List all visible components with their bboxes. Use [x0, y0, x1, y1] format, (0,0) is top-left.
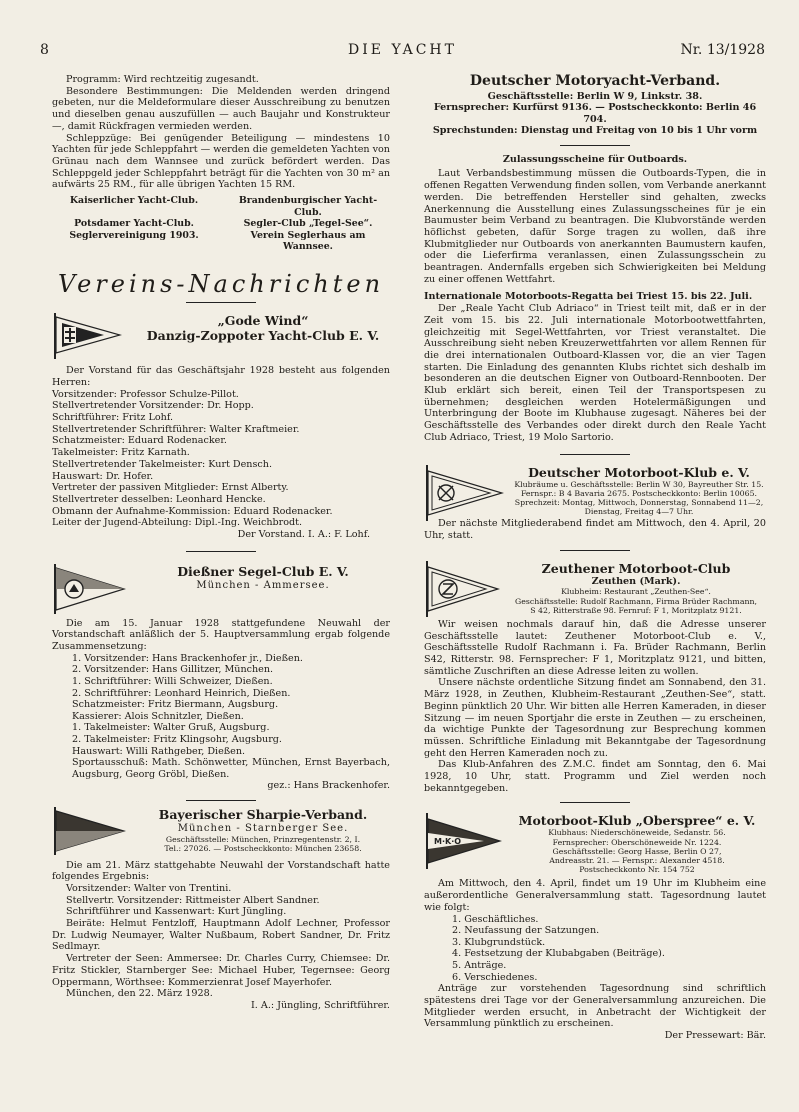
list-item: Vertreter der Seen: Ammersee: Dr. Charles Curry, Chiemsee: Dr. Fritz Stickler, Starnberger See: Michael Huber, Tegernsee: Georg Oppermann, Wörthsee: Kommerzienrat Josef Mayerhofer. [52, 953, 390, 988]
list-item: 2. Takelmeister: Fritz Klingsohr, Augsburg. [72, 734, 282, 746]
list-item: Stellvertreter desselben: Leonhard Hencke. [52, 493, 266, 505]
club-city: München - Ammersee. [196, 579, 330, 591]
list-item: Hauswart: Willi Rathgeber, Dießen. [72, 745, 246, 757]
club-name: Motorboot-Klub „Oberspree“ e. V. [518, 813, 756, 829]
list-item: Beiräte: Helmut Fentzloff, Hauptmann Adolf Lechner, Professor Dr. Ludwig Neumayer, Walter Nußbaum, Robert Sandner, Dr. Fritz Sedlmayr. [52, 918, 390, 953]
list-item: Stellvertr. Vorsitzender: Rittmeister Albert Sandner. [66, 894, 320, 906]
club-pennant-icon [52, 313, 122, 359]
list-item: Obmann der Aufnahme-Kommission: Eduard Rodenacker. [52, 505, 333, 517]
list-item: Schatzmeister: Eduard Rodenacker. [52, 435, 227, 447]
signature: Der Vorstand. I. A.: F. Lohf. [237, 529, 370, 541]
list-item: Schriftführer und Kassenwart: Kurt Jüngling. [66, 906, 287, 918]
diessner-header [52, 564, 390, 610]
program-text: Programm: Wird rechtzeitig zugesandt. [66, 74, 259, 85]
election-intro: Die am 15. Januar 1928 stattgefundene Neuwahl der Vorstandschaft anläßlich der 5. Hauptversammlung ergab folgende Zusammensetzung: [52, 617, 390, 653]
list-item: 6. Verschiedenes. [452, 971, 538, 983]
club-hours: Dienstag, Freitag 4—7 Uhr. [584, 507, 694, 517]
zeuthen-header [424, 561, 766, 615]
agenda-list [424, 914, 766, 984]
club-city: München - Starnberger See. [177, 823, 349, 835]
list-item: Schriftführer: Fritz Lohf. [52, 412, 174, 424]
divider [186, 800, 256, 801]
outboard-heading: Zulassungsscheine für Outboards. [502, 153, 688, 165]
club-name: Dießner Segel-Club E. V. [177, 563, 349, 579]
list-item: 1. Geschäftliches. [452, 913, 539, 925]
board-intro: Der Vorstand für das Geschäftsjahr 1928 besteht aus folgenden Herren: [52, 365, 390, 388]
board-list [52, 389, 390, 529]
list-item: 1. Vorsitzender: Hans Brackenhofer jr., Dießen. [72, 652, 303, 664]
club-house: Klubhaus: Niederschöneweide, Sedanstr. 56. [548, 828, 726, 838]
date-line: München, den 22. März 1928. [66, 988, 213, 1000]
list-item: 2. Vorsitzender: Hans Gillitzer, München. [72, 664, 274, 676]
list-item: Hauswart: Dr. Hofer. [52, 470, 154, 482]
list-item: Sportausschuß: Math. Schönwetter, München, Ernst Bayerbach, Augsburg, Georg Gröbl, Dießen. [72, 757, 390, 780]
signature: Der Pressewart: Bär. [664, 1029, 766, 1041]
club-pennant-icon [424, 561, 500, 617]
club-office: Geschäftsstelle: Georg Hasse, Berlin O 27, [552, 846, 722, 856]
list-item: Stellvertretender Takelmeister: Kurt Densch. [52, 458, 273, 470]
divider [186, 551, 256, 552]
list-item: Stellvertretender Schriftführer: Walter Kraftmeier. [52, 423, 300, 435]
flag-text: M·K·O [434, 837, 462, 847]
club-phone: Fernsprecher: Oberschöneweide Nr. 1224. [552, 837, 722, 847]
list-item: Vorsitzender: Walter von Trentini. [66, 882, 232, 894]
club-name: Brandenburgischer Yacht-Club. [238, 195, 378, 218]
club-name: Kaiserlicher Yacht-Club. [69, 195, 199, 207]
list-item: 5. Anträge. [452, 959, 507, 971]
signature: I. A.: Jüngling, Schriftführer. [251, 999, 390, 1011]
club-name: Deutscher Motorboot-Klub e. V. [528, 464, 750, 480]
divider [560, 454, 630, 455]
signature: gez.: Hans Brackenhofer. [267, 780, 390, 792]
section-title: Vereins-Nachrichten [57, 269, 385, 298]
club-name: Verein Seglerhaus am Wannsee. [250, 229, 366, 253]
club-full-name: Danzig-Zoppoter Yacht-Club E. V. [146, 328, 380, 344]
club-name: Bayerischer Sharpie-Verband. [158, 807, 368, 823]
dmv-office: Geschäftsstelle: Berlin W 9, Linkstr. 38. [487, 90, 703, 102]
club-pennant-icon [424, 465, 504, 521]
oberspree-header [424, 813, 766, 874]
club-phone: S 42, Ritterstraße 98. Fernruf: F 1, Moritzplatz 9121. [530, 605, 742, 615]
dmk-header [424, 465, 766, 517]
club-name: Zeuthener Motorboot-Club [541, 560, 731, 576]
dmv-hours: Sprechstunden: Dienstag und Freitag von 10 bis 1 Uhr vorm [432, 125, 758, 137]
meeting-text: Der nächste Mitgliederabend findet am Mittwoch, den 4. April, 20 Uhr, statt. [424, 518, 766, 542]
club-address: Andreasstr. 21. — Fernspr.: Alexander 4518. [549, 856, 725, 866]
address-notice: Wir weisen nochmals darauf hin, daß die Adresse unserer Geschäftsstelle lautet: Zeuthener Motorboot-Club e. V., Geschäftsstelle Rudolf Rachmann i. Fa. Brüder Rachmann, Berlin S42, Ritterstr. 98. Fernsprecher: F 1, Moritzplatz 9121, und bitten, sämtliche Zuschriften an diese Adresse leiten zu wollen. [424, 618, 766, 677]
club-name: Potsdamer Yacht-Club. [74, 218, 194, 230]
club-account: Postscheckkonto Nr. 154 752 [579, 865, 695, 875]
special-rules-text: Besondere Bestimmungen: Die Meldenden werden dringend gebeten, nur die Meldeformulare dieser Ausschreibung zu benutzen und dieselben genau auszufüllen — auch Baujahr und Konstrukteur —, damit Rückfragen vermieden werden. [52, 85, 390, 132]
list-item: Leiter der Jugend-Abteilung: Dipl.-Ing. Weichbrodt. [52, 517, 303, 529]
club-pennant-icon [52, 807, 126, 855]
board-list [52, 653, 390, 781]
right-column [424, 74, 766, 1042]
divider [186, 302, 256, 303]
assembly-intro: Am Mittwoch, den 4. April, findet um 19 Uhr im Klubheim eine außerordentliche Generalversammlung statt. Tagesordnung lautet wie folgt: [424, 878, 766, 913]
tow-text: Schleppzüge: Bei genügender Beteiligung — mindestens 10 Yachten für jede Schleppfahrt — werden die gemeldeten Yachten von Grünau nach dem Wannsee und zurück befördert werden. Das Schleppgeld jeder Schleppfahrt beträgt für die Yachten von 30 m² an aufwärts 25 RM., für alle übrigen Yachten 15 RM. [52, 132, 390, 191]
regatta-heading: Internationale Motorboots-Regatta bei Triest 15. bis 22. Juli. [424, 291, 753, 303]
dmv-phone: Fernsprecher: Kurfürst 9136. — Postscheckkonto: Berlin 46 704. [433, 102, 757, 125]
club-hours: Sprechzeit: Montag, Mittwoch, Donnerstag, Sonnabend 11—2, [514, 497, 764, 507]
regatta-text: Der „Reale Yacht Club Adriaco“ in Triest teilt mit, daß er in der Zeit vom 15. bis 22. Juli internationale Motorbootwettfahrten, gleichzeitig mit Segel-Wettfahrten, vor Triest veranstaltet. Die Ausschreibung sieht neben Kreuzerwettfahrten vor allem Rennen für die drei internationalen Outboard-Klassen vor, die an vier Tagen starten. Die Einladung des genannten Klubs richtet sich deshalb im besonderen an die deutschen Eigner von Outboard-Rennbooten. Der Klub erklärt sich bereit, einen Teil der Transportspesen zu übernehmen; desgleichen werden Hotelermäßigungen und Unterbringung der Boote im Klubhause zugesagt. Näheres bei der Geschäftsstelle des Verbandes oder direkt durch den Reale Yacht Club Adriaco, Triest, 19 Molo Sartorio. [424, 303, 766, 443]
club-house: Klubheim: Restaurant „Zeuthen-See“. [561, 587, 711, 597]
outboard-text: Laut Verbandsbestimmung müssen die Outboards-Typen, die in offenen Regatten Verwendung finden sollen, vom Verbande anerkannt werden. Die betreffenden Hersteller sind gehalten, zwecks Anerkennung die Ausstellung eines Zulassungsscheines für je ein Baumuster beim Verband zu beantragen. Die Klubvorstände werden höflichst gebeten, dafür Sorge tragen zu wollen, daß ihre Klubmitglieder nur Outboards von anerkannten Baumustern kaufen, oder die Lieferfirma veranlassen, einen Zulassungsschein zu beantragen. Andernfalls ergeben sich Schwierigkeiten bei Meldung zu einer offenen Wettfahrt. [424, 168, 766, 285]
dmv-title: Deutscher Motoryacht-Verband. [469, 73, 721, 89]
club-address: Klubräume u. Geschäftsstelle: Berlin W 30, Bayreuther Str. 15. [514, 479, 764, 489]
issue-number: Nr. 13/1928 [680, 42, 765, 58]
club-phone: Tel.: 27026. — Postscheckkonto: München 23658. [164, 844, 362, 854]
club-name: „Gode Wind“ [217, 313, 309, 329]
meeting-text: Unsere nächste ordentliche Sitzung findet am Sonnabend, den 31. März 1928, in Zeuthen, Klubheim-Restaurant „Zeuthen-See“, statt. Beginn pünktlich 20 Uhr. Wir bitten alle Herren Kameraden, in dieser Sitzung — im neuen Sportjahr die erste in Zeuthen — zu erscheinen, da wichtige Punkte der Tagesordnung zur Besprechung kommen müssen. Schriftliche Einladung mit Bekanntgabe der Tagesordnung geht den Herren Kameraden noch zu. [424, 677, 766, 759]
list-item: Takelmeister: Fritz Karnath. [52, 447, 190, 459]
assembly-outro: Anträge zur vorstehenden Tagesordnung sind schriftlich spätestens drei Tage vor der Generalversammlung anzureichen. Die Mitglieder werden ersucht, in Anbetracht der Wichtigkeit der Versammlung pünktlich zu erscheinen. [424, 983, 766, 1030]
gode-wind-header [52, 313, 390, 359]
divider [560, 145, 630, 146]
list-item: Vertreter der passiven Mitglieder: Ernst Alberty. [52, 482, 289, 494]
divider [560, 802, 630, 803]
club-pennant-icon [52, 564, 126, 614]
list-item: 2. Neufassung der Satzungen. [452, 925, 600, 937]
club-office: Geschäftsstelle: Rudolf Rachmann, Firma Brüder Rachmann, [514, 596, 757, 606]
list-item: Kassierer: Alois Schnitzler, Dießen. [72, 710, 244, 722]
page-header [40, 42, 765, 62]
sharpie-header [52, 807, 390, 853]
list-item: 1. Takelmeister: Walter Gruß, Augsburg. [72, 722, 270, 734]
page-number: 8 [40, 42, 49, 58]
election-intro: Die am 21. März stattgehabte Neuwahl der Vorstandschaft hatte folgendes Ergebnis: [52, 859, 390, 883]
list-item: Stellvertretender Vorsitzender: Dr. Hopp. [52, 400, 254, 412]
left-column [52, 74, 390, 1012]
list-item: 1. Schriftführer: Willi Schweizer, Dießen. [72, 676, 273, 688]
club-phone: Fernspr.: B 4 Bavaria 2675. Postscheckkonto: Berlin 10065. [520, 488, 758, 498]
club-name: Seglervereinigung 1903. [69, 229, 199, 241]
opening-cruise-text: Das Klub-Anfahren des Z.M.C. findet am Sonntag, den 6. Mai 1928, 10 Uhr, statt. Programm und Ziel werden noch bekanntgegeben. [424, 759, 766, 794]
club-office: Geschäftsstelle: München, Prinzregentenstr. 2, I. [165, 835, 361, 845]
divider [560, 550, 630, 551]
journal-title: DIE YACHT [348, 42, 457, 58]
list-item: 2. Schriftführer: Leonhard Heinrich, Dießen. [72, 687, 291, 699]
club-city: Zeuthen (Mark). [591, 575, 681, 587]
list-item: Schatzmeister: Fritz Biermann, Augsburg. [72, 699, 279, 711]
list-item: 4. Festsetzung der Klubabgaben (Beiträge). [452, 948, 665, 960]
club-pennant-icon [424, 813, 502, 869]
club-name: Segler-Club „Tegel-See“. [243, 218, 373, 230]
list-item: Vorsitzender: Professor Schulze-Pillot. [52, 388, 239, 400]
organizing-clubs [52, 195, 390, 253]
list-item: 3. Klubgrundstück. [452, 936, 546, 948]
